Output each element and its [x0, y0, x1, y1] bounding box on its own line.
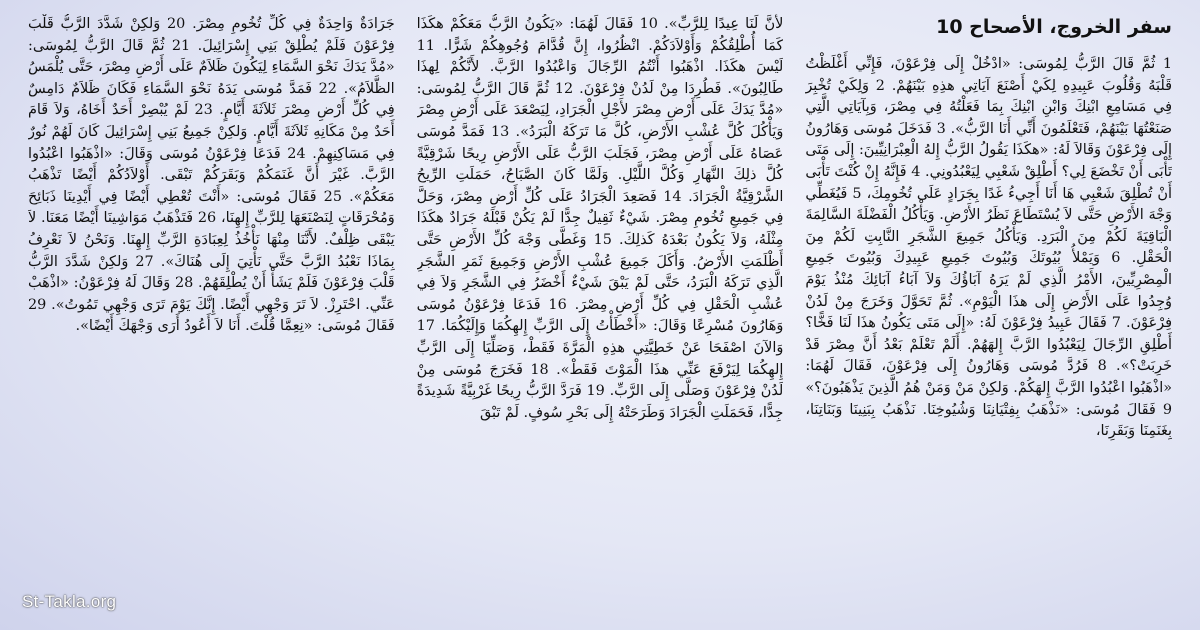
- chapter-text-part-1: 1 ثُمَّ قَالَ الرَّبُّ لِمُوسَى: «ادْخُلْ إِلَى فِرْعَوْنَ، فَإِنِّي أَغْلَظْتُ قَلْبَهُ وَقُلُوبَ عَبِيدِهِ لِكَيْ أَصْنَعَ آيَاتِي هذِهِ بَيْنَهُمْ. 2 وَلِكَيْ تُخْبِرَ فِي مَسَامِعِ ابْنِكَ وَابْنِ ابْنِكَ بِمَا فَعَلْتُهُ فِي مِصْرَ، وَبِآيَاتِي الَّتِي صَنَعْتُهَا بَيْنَهُمْ، فَتَعْلَمُونَ أَنِّي أَنَا الرَّبُّ». 3 فَدَخَلَ مُوسَى وَهَارُونُ إِلَى فِرْعَوْنَ وَقَالاَ لَهُ: «هكَذَا يَقُولُ الرَّبُّ إِلهُ الْعِبْرَانِيِّينَ: إِلَى مَتَى تَأْبَى أَنْ تَخْضَعَ لِي؟ أَطْلِقْ شَعْبِي لِيَعْبُدُونِي. 4 فَإِنَّهُ إِنْ كُنْتَ تَأْبَى أَنْ تُطْلِقَ شَعْبِي هَا أَنَا أَجِيءُ غَدًا بِجَرَادٍ عَلَى تُخُومِكَ، 5 فَيُغَطِّي وَجْهَ الأَرْضِ حَتَّى لاَ يُسْتَطَاعَ نَظَرُ الأَرْضِ. وَيَأْكُلُ الْفَضْلَةَ السَّالِمَةَ الْبَاقِيَةَ لَكُمْ مِنَ الْبَرَدِ. وَيَأْكُلُ جَمِيعَ الشَّجَرِ النَّابِتِ لَكُمْ مِنَ الْحَقْلِ. 6 وَيَمْلأُ بُيُوتَكَ وَبُيُوتَ جَمِيعِ عَبِيدِكَ وَبُيُوتَ جَمِيعِ الْمِصْرِيِّينَ، الأَمْرُ الَّذِي لَمْ يَرَهُ آبَاؤُكَ وَلاَ آبَاءُ آبَائِكَ مُنْذُ يَوْمَ وُجِدُوا عَلَى الأَرْضِ إِلَى هذَا الْيَوْمِ». ثُمَّ تَحَوَّلَ وَخَرَجَ مِنْ لَدُنْ فِرْعَوْنَ. 7 فَقَالَ عَبِيدُ فِرْعَوْنَ لَهُ: «إِلَى مَتَى يَكُونُ هذَا لَنَا فَخًّا؟ أَطْلِقِ الرِّجَالَ لِيَعْبُدُوا الرَّبَّ إِلهَهُمْ. أَلَمْ تَعْلَمْ بَعْدُ أَنَّ مِصْرَ قَدْ خَرِبَتْ؟». 8 فَرُدَّ مُوسَى وَهَارُونُ إِلَى فِرْعَوْنَ، فَقَالَ لَهُمَا: «اذْهَبُوا اعْبُدُوا الرَّبَّ إِلهَكُمْ. وَلكِنْ مَنْ وَمَنْ هُمُ الَّذِينَ يَذْهَبُونَ؟» 9 فَقَالَ مُوسَى: «نَذْهَبُ بِفِتْيَانِنَا وَشُيُوخِنَا. نَذْهَبُ بِبَنِينَا وَبَنَاتِنَا، بِغَنَمِنَا وَبَقَرِنَا،: [805, 56, 1172, 440]
- chapter-title: سفر الخروج، الأصحاح 10: [936, 16, 1172, 38]
- site-watermark: St-Takla.org: [22, 592, 117, 611]
- text-column-right: [805, 14, 1172, 622]
- chapter-text-part-2: لأَنَّ لَنَا عِيدًا لِلرَّبِّ». 10 فَقَالَ لَهُمَا: «يَكُونُ الرَّبُّ مَعَكُمْ هكَذَا كَمَا أُطْلِقُكُمْ وَأَوْلاَدَكُمْ. انْظُرُوا، إِنَّ قُدَّامَ وُجُوهِكُمْ شَرًّا. 11 لَيْسَ هكَذَا. اذْهَبُوا أَنْتُمُ الرِّجَالَ وَاعْبُدُوا الرَّبَّ. لأَنَّكُمْ لِهذَا طَالِبُونَ». فَطُرِدَا مِنْ لَدُنْ فِرْعَوْنَ. 12 ثُمَّ قَالَ الرَّبُّ لِمُوسَى: «مُدَّ يَدَكَ عَلَى أَرْضِ مِصْرَ لأَجْلِ الْجَرَادِ، لِيَصْعَدَ عَلَى أَرْضِ مِصْرَ وَيَأْكُلَ كُلَّ عُشْبِ الأَرْضِ، كُلَّ مَا تَرَكَهُ الْبَرَدُ». 13 فَمَدَّ مُوسَى عَصَاهُ عَلَى أَرْضِ مِصْرَ، فَجَلَبَ الرَّبُّ عَلَى الأَرْضِ رِيحًا شَرْقِيَّةً كُلَّ ذلِكَ النَّهَارِ وَكُلَّ اللَّيْلِ. وَلَمَّا كَانَ الصَّبَاحُ، حَمَلَتِ الرِّيحُ الشَّرْقِيَّةُ الْجَرَادَ. 14 فَصَعِدَ الْجَرَادُ عَلَى كُلِّ أَرْضِ مِصْرَ، وَحَلَّ فِي جَمِيعِ تُخُومِ مِصْرَ. شَيْءٌ ثَقِيلٌ جِدًّا لَمْ يَكُنْ قَبْلَهُ جَرَادٌ هكَذَا مِثْلَهُ، وَلاَ يَكُونُ بَعْدَهُ كَذلِكَ. 15 وَغَطَّى وَجْهَ كُلِّ الأَرْضِ حَتَّى أَظْلَمَتِ الأَرْضُ. وَأَكَلَ جَمِيعَ عُشْبِ الأَرْضِ وَجَمِيعَ ثَمَرِ الشَّجَرِ الَّذِي تَرَكَهُ الْبَرَدُ، حَتَّى لَمْ يَبْقَ شَيْءٌ أَخْضَرُ فِي الشَّجَرِ وَلاَ فِي عُشْبِ الْحَقْلِ فِي كُلِّ أَرْضِ مِصْرَ. 16 فَدَعَا فِرْعَوْنُ مُوسَى وَهَارُونَ مُسْرِعًا وَقَالَ: «أَخْطَأْتُ إِلَى الرَّبِّ إِلهِكُمَا وَإِلَيْكُمَا. 17 وَالآنَ اصْفَحَا عَنْ خَطِيَّتِي هذِهِ الْمَرَّةَ فَقَطْ، وَصَلِّيَا إِلَى الرَّبِّ إِلهِكُمَا لِيَرْفَعَ عَنِّي هذَا الْمَوْتَ فَقَطْ». 18 فَخَرَجَ مُوسَى مِنْ لَدُنْ فِرْعَوْنَ وَصَلَّى إِلَى الرَّبِّ. 19 فَرَدَّ الرَّبُّ رِيحًا غَرْبِيَّةً شَدِيدَةً جِدًّا، فَحَمَلَتِ الْجَرَادَ وَطَرَحَتْهُ إِلَى بَحْرِ سُوفٍ. لَمْ تَبْقَ: [416, 16, 784, 421]
- text-column-middle: [417, 14, 784, 622]
- chapter-text-part-3: جَرَادَةٌ وَاحِدَةٌ فِي كُلِّ تُخُومِ مِصْرَ. 20 وَلكِنْ شَدَّدَ الرَّبُّ قَلْبَ فِرْعَوْنَ فَلَمْ يُطْلِقْ بَنِي إِسْرَائِيلَ. 21 ثُمَّ قَالَ الرَّبُّ لِمُوسَى: «مُدَّ يَدَكَ نَحْوَ السَّمَاءِ لِيَكُونَ ظَلاَمٌ عَلَى أَرْضِ مِصْرَ، حَتَّى يُلْمَسُ الظَّلاَمُ». 22 فَمَدَّ مُوسَى يَدَهُ نَحْوَ السَّمَاءِ فَكَانَ ظَلاَمٌ دَامِسٌ فِي كُلِّ أَرْضِ مِصْرَ ثَلاَثَةَ أَيَّامٍ. 23 لَمْ يُبْصِرْ أَحَدٌ أَخَاهُ، وَلاَ قَامَ أَحَدٌ مِنْ مَكَانِهِ ثَلاَثَةَ أَيَّامٍ. وَلكِنْ جَمِيعُ بَنِي إِسْرَائِيلَ كَانَ لَهُمْ نُورٌ فِي مَسَاكِنِهِمْ. 24 فَدَعَا فِرْعَوْنُ مُوسَى وَقَالَ: «اذْهَبُوا اعْبُدُوا الرَّبَّ. غَيْرَ أَنَّ غَنَمَكُمْ وَبَقَرَكُمْ تَبْقَى. أَوْلاَدُكُمْ أَيْضًا تَذْهَبُ مَعَكُمْ». 25 فَقَالَ مُوسَى: «أَنْتَ تُعْطِي أَيْضًا فِي أَيْدِينَا ذَبَائِحَ وَمُحْرَقَاتٍ لِنَصْنَعَهَا لِلرَّبِّ إِلهِنَا، 26 فَتَذْهَبُ مَوَاشِينَا أَيْضًا مَعَنَا. لاَ يَبْقَى ظِلْفٌ. لأَنَّنَا مِنْهَا نَأْخُذُ لِعِبَادَةِ الرَّبِّ إِلهِنَا. وَنَحْنُ لاَ نَعْرِفُ بِمَاذَا نَعْبُدُ الرَّبَّ حَتَّى نَأْتِيَ إِلَى هُنَاكَ». 27 وَلكِنْ شَدَّدَ الرَّبُّ قَلْبَ فِرْعَوْنَ فَلَمْ يَشَأْ أَنْ يُطْلِقَهُمْ. 28 وَقَالَ لَهُ فِرْعَوْنُ: «اذْهَبْ عَنِّي. احْتَرِزْ. لاَ تَرَ وَجْهِي أَيْضًا. إِنَّكَ يَوْمَ تَرَى وَجْهِي تَمُوتُ». 29 فَقَالَ مُوسَى: «نِعِمَّا قُلْتَ. أَنَا لاَ أَعُودُ أَرَى وَجْهَكَ أَيْضًا».: [27, 16, 395, 335]
- text-column-left: [28, 14, 395, 622]
